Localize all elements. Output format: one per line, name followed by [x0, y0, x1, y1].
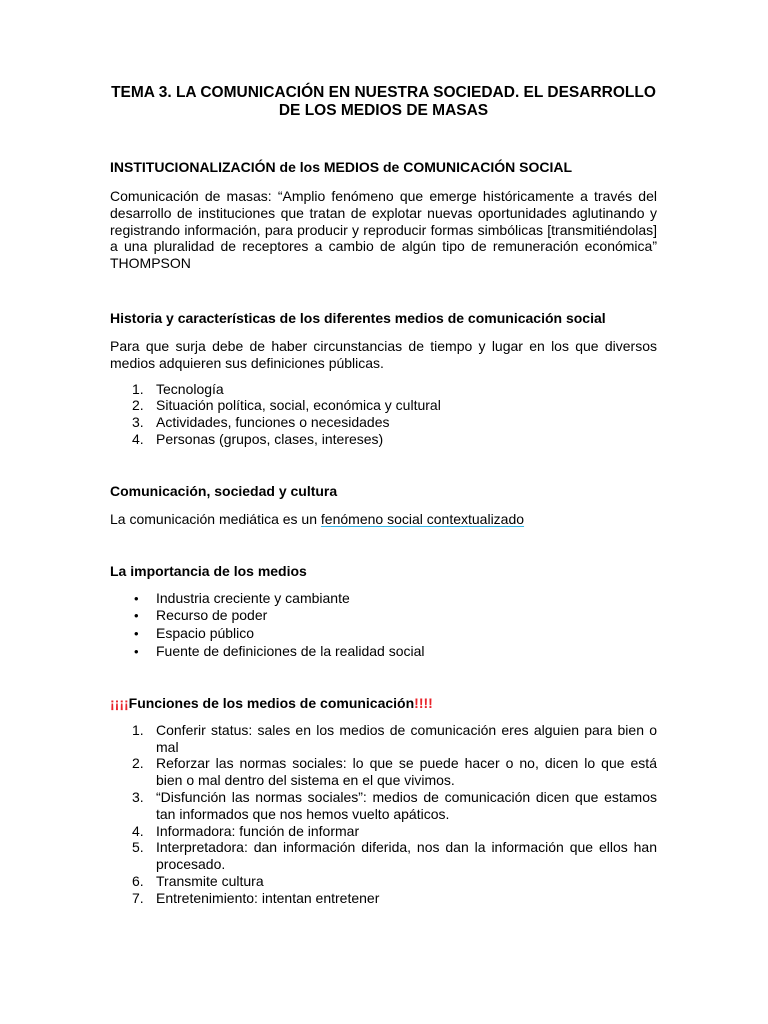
bullet-icon: •: [134, 590, 139, 606]
list-number: 4.: [132, 822, 144, 839]
paragraph-comunicacion-mediatica: [110, 511, 657, 528]
bullet-icon: •: [134, 643, 139, 659]
list-item: [110, 414, 657, 431]
list-item: [110, 823, 657, 840]
list-item-text: “Disfunción las normas sociales”: medios de comunicación dicen que estamos tan informados que nos hemos vuelto apáticos.: [156, 788, 657, 822]
list-number: 3.: [132, 788, 144, 805]
paragraph-text: La comunicación mediática es un: [110, 510, 321, 527]
funciones-list: [110, 722, 657, 907]
list-number: 1.: [132, 380, 144, 397]
document-page: [110, 84, 657, 907]
list-item: [110, 381, 657, 398]
list-item-text: Tecnología: [156, 380, 224, 397]
list-item: [110, 397, 657, 414]
list-item: [110, 789, 657, 823]
importancia-bullet-list: [110, 590, 657, 661]
section-heading-importancia: La importancia de los medios: [110, 562, 307, 579]
bullet-item: [110, 607, 657, 625]
bullet-item-text: Industria creciente y cambiante: [156, 589, 350, 606]
bullet-icon: •: [134, 626, 139, 642]
list-item: [110, 839, 657, 873]
section-heading-historia: Historia y características de los diferentes medios de comunicación social: [110, 309, 606, 326]
list-number: 6.: [132, 872, 144, 889]
bullet-item-text: Espacio público: [156, 625, 255, 642]
historia-list: [110, 381, 657, 448]
list-item-text: Transmite cultura: [156, 872, 264, 889]
bullet-item-text: Fuente de definiciones de la realidad social: [156, 642, 425, 659]
bullet-item-text: Recurso de poder: [156, 607, 268, 624]
section-heading-institucionalizacion: INSTITUCIONALIZACIÓN de los MEDIOS de COMUNICACIÓN SOCIAL: [110, 159, 573, 175]
list-item-text: Informadora: función de informar: [156, 822, 360, 839]
list-item: [110, 755, 657, 789]
list-item: [110, 722, 657, 756]
underlined-phrase: fenómeno social contextualizado: [320, 510, 525, 527]
bullet-icon: •: [134, 608, 139, 624]
bullet-item: [110, 590, 657, 608]
list-number: 4.: [132, 430, 144, 447]
heading-exclamation-open: ¡¡¡¡: [110, 694, 129, 711]
heading-text: Funciones de los medios de comunicación: [128, 694, 415, 711]
list-item: [110, 890, 657, 907]
list-item-text: Reforzar las normas sociales: lo que se puede hacer o no, dicen lo que está bien o mal dentro del sistema en el que vivimos.: [156, 755, 657, 789]
document-title: TEMA 3. LA COMUNICACIÓN EN NUESTRA SOCIEDAD. EL DESARROLLO DE LOS MEDIOS DE MASAS: [111, 84, 656, 119]
list-item: [110, 873, 657, 890]
list-item-text: Entretenimiento: intentan entretener: [156, 889, 380, 906]
list-number: 1.: [132, 721, 144, 738]
heading-exclamation-close: !!!!: [414, 694, 433, 711]
list-item-text: Conferir status: sales en los medios de comunicación eres alguien para bien o mal: [156, 721, 657, 755]
list-number: 2.: [132, 397, 144, 414]
list-item-text: Actividades, funciones o necesidades: [156, 414, 390, 431]
section-heading-funciones: [110, 695, 657, 712]
paragraph-historia: Para que surja debe de haber circunstancias de tiempo y lugar en los que diversos medios adquieren sus definiciones públicas.: [110, 337, 657, 371]
list-number: 7.: [132, 889, 144, 906]
list-number: 3.: [132, 414, 144, 431]
list-item: [110, 431, 657, 448]
paragraph-comunicacion-de-masas: Comunicación de masas: “Amplio fenómeno que emerge históricamente a través del desarrollo de instituciones que tratan de explotar nuevas oportunidades aglutinando y registrando información, para producir y reproducir formas simbólicas [transmitiéndolas] a una pluralidad de receptores a cambio de algún tipo de remuneración económica” THOMPSON: [110, 188, 657, 272]
list-item-text: Personas (grupos, clases, intereses): [156, 430, 384, 447]
bullet-item: [110, 643, 657, 661]
list-number: 5.: [132, 839, 144, 856]
list-item-text: Interpretadora: dan información diferida, nos dan la información que ellos han procesado.: [156, 839, 657, 873]
section-heading-comunicacion-sociedad-cultura: Comunicación, sociedad y cultura: [110, 482, 338, 499]
list-item-text: Situación política, social, económica y cultural: [156, 397, 441, 414]
list-number: 2.: [132, 755, 144, 772]
bullet-item: [110, 625, 657, 643]
